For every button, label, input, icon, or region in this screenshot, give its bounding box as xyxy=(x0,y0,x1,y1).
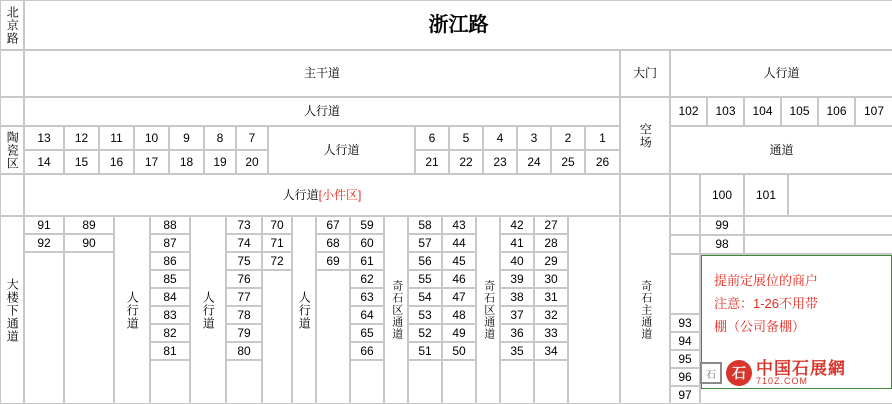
cell-71: 71 xyxy=(262,234,292,252)
cell-25: 25 xyxy=(551,150,585,174)
stone-badge-icon: 石 xyxy=(700,362,722,384)
small-zone-label: [小件区] xyxy=(318,187,362,202)
cell-91: 91 xyxy=(24,216,64,234)
cell-9: 9 xyxy=(169,126,204,150)
gap-column xyxy=(568,216,620,404)
cell-41: 41 xyxy=(500,234,534,252)
cell-107: 107 xyxy=(855,97,892,126)
cell-106: 106 xyxy=(818,97,855,126)
row-main-road: 主干道 xyxy=(24,50,620,97)
lower-left-blank xyxy=(24,252,64,404)
watermark-title: 中国石展網 xyxy=(756,359,846,378)
cell-7: 7 xyxy=(236,126,268,150)
cell-8: 8 xyxy=(204,126,236,150)
col-27-blank xyxy=(534,360,568,404)
cell-70: 70 xyxy=(262,216,292,234)
cell-53: 53 xyxy=(408,306,442,324)
cell-62: 62 xyxy=(350,270,384,288)
row-sidewalk-right: 人行道 xyxy=(670,50,892,97)
cell-96: 96 xyxy=(670,368,700,386)
cell-36: 36 xyxy=(500,324,534,342)
cell-11: 11 xyxy=(99,126,134,150)
cell-68: 68 xyxy=(316,234,350,252)
cell-31: 31 xyxy=(534,288,568,306)
cell-55: 55 xyxy=(408,270,442,288)
notice-line-3: 棚（公司备棚） xyxy=(714,318,806,334)
cell-10: 10 xyxy=(134,126,169,150)
cell-14: 14 xyxy=(24,150,64,174)
cell-24: 24 xyxy=(517,150,551,174)
cell-85: 85 xyxy=(150,270,190,288)
right-blank-1 xyxy=(670,174,700,216)
sidewalk-small-label: 人行道 xyxy=(282,187,319,202)
cell-88: 88 xyxy=(150,216,190,234)
col-42-blank xyxy=(500,360,534,404)
cell-90: 90 xyxy=(64,234,114,252)
cell-46: 46 xyxy=(442,270,476,288)
col-89-blank xyxy=(64,252,114,404)
cell-12: 12 xyxy=(64,126,99,150)
cell-39: 39 xyxy=(500,270,534,288)
notice-line-1: 提前定展位的商户 xyxy=(714,273,819,288)
col-88-blank xyxy=(150,360,190,404)
vert-stone-passage-2: 奇石区通道 xyxy=(476,216,500,404)
cell-28: 28 xyxy=(534,234,568,252)
cell-86: 86 xyxy=(150,252,190,270)
cell-72: 72 xyxy=(262,252,292,270)
cell-33: 33 xyxy=(534,324,568,342)
row-sidewalk-small xyxy=(24,174,620,216)
watermark xyxy=(700,360,846,386)
cell-54: 54 xyxy=(408,288,442,306)
cell-84: 84 xyxy=(150,288,190,306)
right-blank-3 xyxy=(670,216,700,235)
cell-102: 102 xyxy=(670,97,707,126)
cell-19: 19 xyxy=(204,150,236,174)
cell-60: 60 xyxy=(350,234,384,252)
watermark-sub: 710Z.COM xyxy=(756,376,809,386)
cell-3: 3 xyxy=(517,126,551,150)
cell-45: 45 xyxy=(442,252,476,270)
cell-51: 51 xyxy=(408,342,442,360)
col-73-blank xyxy=(226,360,262,404)
cell-22: 22 xyxy=(449,150,483,174)
row-sidewalk: 人行道 xyxy=(24,97,620,126)
vert-sidewalk-2: 人行道 xyxy=(190,216,226,404)
cell-47: 47 xyxy=(442,288,476,306)
cell-63: 63 xyxy=(350,288,384,306)
cell-78: 78 xyxy=(226,306,262,324)
cell-65: 65 xyxy=(350,324,384,342)
cell-50: 50 xyxy=(442,342,476,360)
cell-87: 87 xyxy=(150,234,190,252)
right-blank-6 xyxy=(744,235,892,254)
cell-5: 5 xyxy=(449,126,483,150)
cell-69: 69 xyxy=(316,252,350,270)
cell-94: 94 xyxy=(670,332,700,350)
watermark-circle-icon: 石 xyxy=(726,360,752,386)
cell-56: 56 xyxy=(408,252,442,270)
col-67-blank xyxy=(316,270,350,404)
cell-6: 6 xyxy=(415,126,449,150)
cell-34: 34 xyxy=(534,342,568,360)
cell-75: 75 xyxy=(226,252,262,270)
cell-74: 74 xyxy=(226,234,262,252)
cell-48: 48 xyxy=(442,306,476,324)
label-beijing-road: 北京路 xyxy=(0,0,24,50)
cell-92: 92 xyxy=(24,234,64,252)
page-title: 浙江路 xyxy=(24,0,892,50)
vert-stone-passage-1: 奇石区通道 xyxy=(384,216,408,404)
row-gate: 大门 xyxy=(620,50,670,97)
cell-57: 57 xyxy=(408,234,442,252)
col-58-blank xyxy=(408,360,442,404)
cell-97: 97 xyxy=(670,386,700,404)
cell-30: 30 xyxy=(534,270,568,288)
cell-13: 13 xyxy=(24,126,64,150)
col-43-blank xyxy=(442,360,476,404)
cell-20: 20 xyxy=(236,150,268,174)
cell-58: 58 xyxy=(408,216,442,234)
cell-44: 44 xyxy=(442,234,476,252)
vert-stone-main: 奇石主通道 xyxy=(620,216,670,404)
cell-80: 80 xyxy=(226,342,262,360)
cell-4: 4 xyxy=(483,126,517,150)
cell-35: 35 xyxy=(500,342,534,360)
cell-61: 61 xyxy=(350,252,384,270)
cell-99: 99 xyxy=(700,216,744,235)
label-ceramics-zone: 陶瓷区 xyxy=(0,126,24,174)
cell-66: 66 xyxy=(350,342,384,360)
col-59-blank xyxy=(350,360,384,404)
empty-lot-ext xyxy=(620,174,670,216)
cell-29: 29 xyxy=(534,252,568,270)
cell-77: 77 xyxy=(226,288,262,306)
cell-23: 23 xyxy=(483,150,517,174)
cell-101: 101 xyxy=(744,174,788,216)
cell-52: 52 xyxy=(408,324,442,342)
cell-95: 95 xyxy=(670,350,700,368)
right-blank-5 xyxy=(670,235,700,254)
cell-105: 105 xyxy=(781,97,818,126)
cell-82: 82 xyxy=(150,324,190,342)
cell-26: 26 xyxy=(585,150,620,174)
cell-40: 40 xyxy=(500,252,534,270)
cell-37: 37 xyxy=(500,306,534,324)
left-blank-2 xyxy=(0,97,24,126)
cell-15: 15 xyxy=(64,150,99,174)
right-blank-7 xyxy=(670,254,700,314)
right-blank-4 xyxy=(744,216,892,235)
cell-59: 59 xyxy=(350,216,384,234)
cell-81: 81 xyxy=(150,342,190,360)
cell-83: 83 xyxy=(150,306,190,324)
cell-104: 104 xyxy=(744,97,781,126)
cell-27: 27 xyxy=(534,216,568,234)
cell-67: 67 xyxy=(316,216,350,234)
label-building-passage: 大楼下通道 xyxy=(0,216,24,404)
cell-76: 76 xyxy=(226,270,262,288)
cell-1: 1 xyxy=(585,126,620,150)
cell-103: 103 xyxy=(707,97,744,126)
cell-18: 18 xyxy=(169,150,204,174)
cell-93: 93 xyxy=(670,314,700,332)
cell-98: 98 xyxy=(700,235,744,254)
left-blank-1 xyxy=(0,50,24,97)
cell-73: 73 xyxy=(226,216,262,234)
vert-sidewalk-3: 人行道 xyxy=(292,216,316,404)
cell-64: 64 xyxy=(350,306,384,324)
cell-17: 17 xyxy=(134,150,169,174)
col-70-blank xyxy=(262,270,292,404)
cell-100: 100 xyxy=(700,174,744,216)
left-blank-3 xyxy=(0,174,24,216)
cell-42: 42 xyxy=(500,216,534,234)
cell-16: 16 xyxy=(99,150,134,174)
vert-sidewalk-1: 人行道 xyxy=(114,216,150,404)
notice-line-2: 注意：1-26不用带 xyxy=(714,295,819,311)
cell-21: 21 xyxy=(415,150,449,174)
right-blank-2 xyxy=(788,174,892,216)
cell-2: 2 xyxy=(551,126,585,150)
label-empty-lot: 空场 xyxy=(620,97,670,174)
cell-32: 32 xyxy=(534,306,568,324)
cell-49: 49 xyxy=(442,324,476,342)
row-passage-right: 通道 xyxy=(670,126,892,174)
cell-89: 89 xyxy=(64,216,114,234)
cell-43: 43 xyxy=(442,216,476,234)
row-sidewalk-mid: 人行道 xyxy=(268,126,415,174)
cell-79: 79 xyxy=(226,324,262,342)
cell-38: 38 xyxy=(500,288,534,306)
